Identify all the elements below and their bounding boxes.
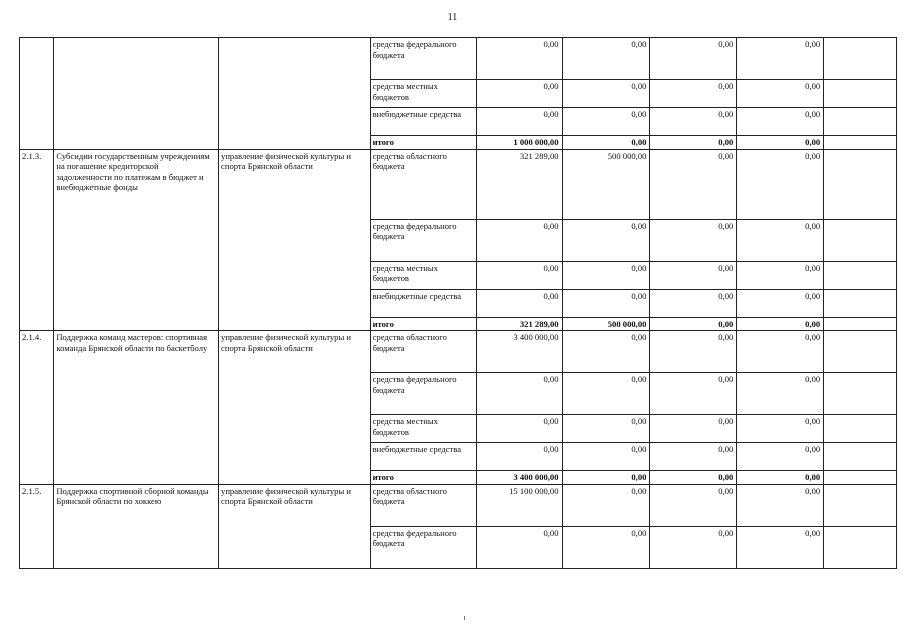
- empty-cell: [824, 317, 897, 331]
- amount-cell: 15 100 000,00: [476, 484, 562, 526]
- amount-cell: 0,00: [650, 373, 737, 415]
- amount-cell: 0,00: [562, 526, 650, 568]
- empty-cell: [824, 443, 897, 471]
- item-number-cell: 2.1.3.: [20, 149, 54, 331]
- amount-cell: 0,00: [737, 38, 824, 80]
- item-name-cell: [54, 38, 219, 150]
- amount-cell: 0,00: [562, 289, 650, 317]
- funding-source-cell: средства федерального бюджета: [370, 526, 476, 568]
- table-row: [20, 331, 897, 373]
- amount-cell: 0,00: [650, 526, 737, 568]
- amount-cell: 0,00: [737, 136, 824, 150]
- item-name-cell: Субсидии государственным учреждениям на погашение кредиторской задолженности по платежам в бюджет и внебюджетные фонды: [54, 149, 219, 331]
- amount-cell: 0,00: [737, 80, 824, 108]
- empty-cell: [824, 526, 897, 568]
- item-number-cell: [20, 38, 54, 150]
- funding-source-cell: средства федерального бюджета: [370, 219, 476, 261]
- empty-cell: [824, 80, 897, 108]
- amount-cell: 0,00: [562, 484, 650, 526]
- amount-cell: 0,00: [737, 289, 824, 317]
- amount-cell: 0,00: [562, 471, 650, 485]
- executor-cell: управление физической культуры и спорта Брянской области: [219, 331, 371, 485]
- amount-cell: 0,00: [562, 80, 650, 108]
- amount-cell: 0,00: [476, 443, 562, 471]
- amount-cell: 321 289,00: [476, 149, 562, 219]
- amount-cell: 0,00: [476, 373, 562, 415]
- amount-cell: 0,00: [737, 443, 824, 471]
- amount-cell: 0,00: [562, 38, 650, 80]
- empty-cell: [824, 471, 897, 485]
- empty-cell: [824, 219, 897, 261]
- amount-cell: 0,00: [737, 331, 824, 373]
- funding-source-cell: внебюджетные средства: [370, 443, 476, 471]
- page-number: 11: [447, 12, 458, 23]
- amount-cell: 0,00: [650, 484, 737, 526]
- amount-cell: 500 000,00: [562, 149, 650, 219]
- amount-cell: 0,00: [562, 261, 650, 289]
- item-number-cell: 2.1.5.: [20, 484, 54, 568]
- funding-source-cell: внебюджетные средства: [370, 108, 476, 136]
- empty-cell: [824, 149, 897, 219]
- amount-cell: 0,00: [650, 80, 737, 108]
- amount-cell: 0,00: [650, 443, 737, 471]
- funding-source-cell: итого: [370, 471, 476, 485]
- funding-source-cell: средства федерального бюджета: [370, 38, 476, 80]
- amount-cell: 0,00: [562, 136, 650, 150]
- table-row: [20, 38, 897, 80]
- funding-source-cell: средства местных бюджетов: [370, 415, 476, 443]
- funding-source-cell: внебюджетные средства: [370, 289, 476, 317]
- amount-cell: 0,00: [562, 373, 650, 415]
- amount-cell: 0,00: [737, 415, 824, 443]
- amount-cell: 0,00: [737, 526, 824, 568]
- empty-cell: [824, 38, 897, 80]
- empty-cell: [824, 261, 897, 289]
- amount-cell: 0,00: [562, 443, 650, 471]
- item-number-cell: 2.1.4.: [20, 331, 54, 485]
- amount-cell: 0,00: [476, 108, 562, 136]
- amount-cell: 1 000 000,00: [476, 136, 562, 150]
- funding-source-cell: итого: [370, 136, 476, 150]
- amount-cell: 0,00: [737, 471, 824, 485]
- table-row: [20, 149, 897, 219]
- amount-cell: 0,00: [737, 484, 824, 526]
- funding-source-cell: средства областного бюджета: [370, 331, 476, 373]
- amount-cell: 0,00: [737, 219, 824, 261]
- amount-cell: 0,00: [650, 317, 737, 331]
- executor-cell: [219, 38, 371, 150]
- amount-cell: 0,00: [562, 415, 650, 443]
- funding-source-cell: средства областного бюджета: [370, 484, 476, 526]
- amount-cell: 0,00: [650, 136, 737, 150]
- amount-cell: 0,00: [737, 261, 824, 289]
- empty-cell: [824, 136, 897, 150]
- amount-cell: 321 289,00: [476, 317, 562, 331]
- amount-cell: 0,00: [650, 289, 737, 317]
- amount-cell: 0,00: [476, 38, 562, 80]
- amount-cell: 0,00: [650, 38, 737, 80]
- empty-cell: [824, 331, 897, 373]
- table-row: [20, 484, 897, 526]
- scan-speck: [464, 616, 465, 620]
- amount-cell: 0,00: [737, 373, 824, 415]
- funding-source-cell: итого: [370, 317, 476, 331]
- amount-cell: 0,00: [737, 317, 824, 331]
- amount-cell: 0,00: [650, 219, 737, 261]
- empty-cell: [824, 373, 897, 415]
- amount-cell: 0,00: [476, 80, 562, 108]
- amount-cell: 0,00: [737, 108, 824, 136]
- funding-source-cell: средства местных бюджетов: [370, 80, 476, 108]
- executor-cell: управление физической культуры и спорта Брянской области: [219, 484, 371, 568]
- amount-cell: 0,00: [650, 108, 737, 136]
- amount-cell: 0,00: [650, 471, 737, 485]
- budget-table: [19, 37, 897, 569]
- empty-cell: [824, 484, 897, 526]
- amount-cell: 0,00: [737, 149, 824, 219]
- amount-cell: 0,00: [650, 149, 737, 219]
- amount-cell: 0,00: [562, 108, 650, 136]
- funding-source-cell: средства областного бюджета: [370, 149, 476, 219]
- amount-cell: 0,00: [476, 526, 562, 568]
- amount-cell: 0,00: [476, 219, 562, 261]
- amount-cell: 0,00: [650, 415, 737, 443]
- empty-cell: [824, 108, 897, 136]
- funding-source-cell: средства местных бюджетов: [370, 261, 476, 289]
- amount-cell: 0,00: [476, 289, 562, 317]
- amount-cell: 0,00: [476, 415, 562, 443]
- executor-cell: управление физической культуры и спорта Брянской области: [219, 149, 371, 331]
- amount-cell: 3 400 000,00: [476, 471, 562, 485]
- item-name-cell: Поддержка команд мастеров: спортивная команда Брянской области по баскетболу: [54, 331, 219, 485]
- amount-cell: 500 000,00: [562, 317, 650, 331]
- amount-cell: 3 400 000,00: [476, 331, 562, 373]
- amount-cell: 0,00: [650, 331, 737, 373]
- empty-cell: [824, 289, 897, 317]
- funding-source-cell: средства федерального бюджета: [370, 373, 476, 415]
- amount-cell: 0,00: [562, 331, 650, 373]
- amount-cell: 0,00: [650, 261, 737, 289]
- item-name-cell: Поддержка спортивной сборной команды Брянской области по хоккею: [54, 484, 219, 568]
- amount-cell: 0,00: [562, 219, 650, 261]
- empty-cell: [824, 415, 897, 443]
- amount-cell: 0,00: [476, 261, 562, 289]
